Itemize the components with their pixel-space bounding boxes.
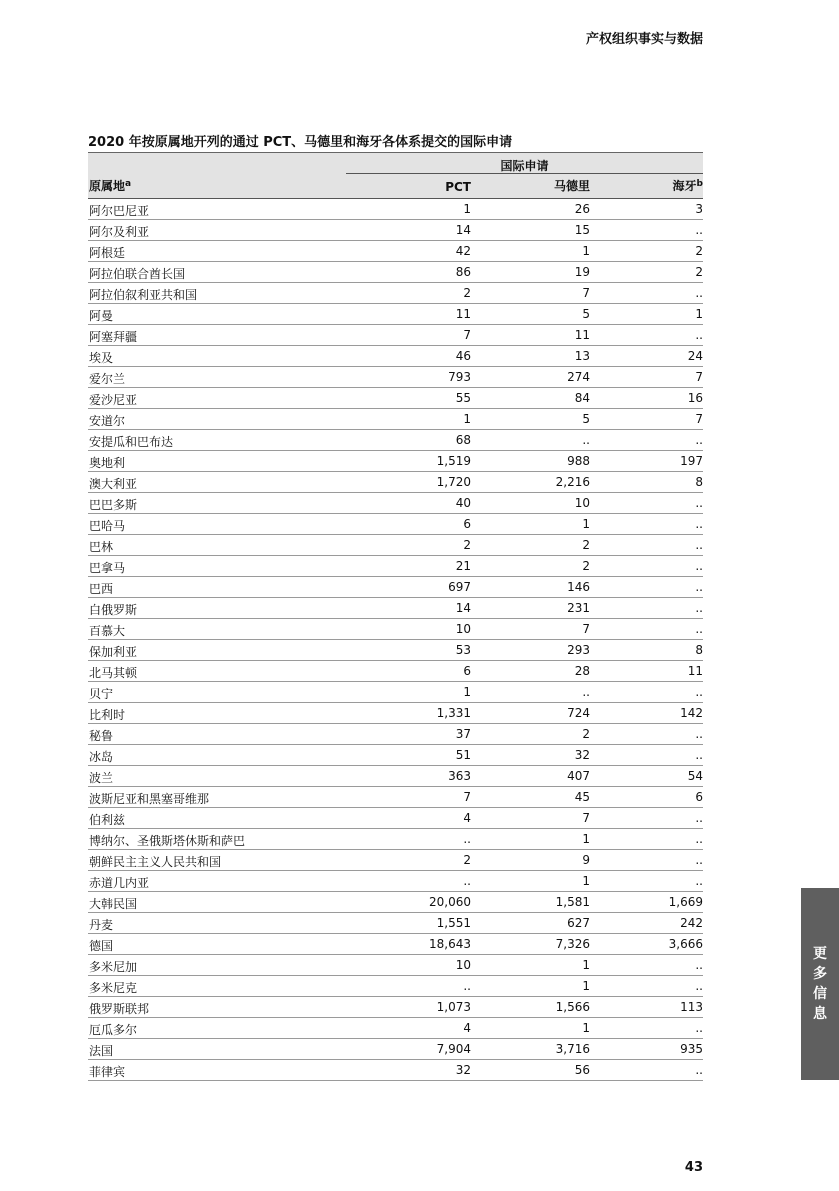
table-row (88, 871, 703, 892)
cell-hague: .. (695, 601, 703, 615)
cell-origin: 安道尔 (89, 414, 126, 428)
cell-pct: 1,331 (436, 706, 471, 720)
cell-origin: 安提瓜和巴布达 (89, 435, 174, 449)
table-row (88, 346, 703, 367)
cell-pct: 7,904 (436, 1042, 471, 1056)
cell-hague: .. (695, 979, 703, 993)
table-row (88, 556, 703, 577)
cell-madrid: 2 (582, 727, 590, 741)
cell-madrid: 1 (582, 832, 590, 846)
table-row (88, 829, 703, 850)
table-row (88, 808, 703, 829)
table-row (88, 514, 703, 535)
cell-origin: 巴林 (89, 540, 114, 554)
cell-origin: 德国 (89, 939, 114, 953)
cell-hague: .. (695, 832, 703, 846)
cell-hague: 24 (687, 349, 703, 363)
cell-madrid: 274 (567, 370, 590, 384)
cell-pct: .. (463, 874, 471, 888)
table-row (88, 1060, 703, 1081)
cell-hague: .. (695, 223, 703, 237)
cell-madrid: 231 (567, 601, 590, 615)
cell-pct: 2 (463, 538, 471, 552)
cell-hague: 1 (695, 307, 703, 321)
cell-madrid: 7 (582, 286, 590, 300)
table-title: 2020 年按原属地开列的通过 PCT、马德里和海牙各体系提交的国际申请 (88, 135, 513, 150)
cell-hague: .. (695, 433, 703, 447)
cell-pct: 363 (448, 769, 471, 783)
cell-pct: .. (463, 979, 471, 993)
cell-origin: 比利时 (89, 708, 126, 722)
cell-origin: 巴拿马 (89, 561, 126, 575)
cell-origin: 阿拉伯联合酋长国 (89, 267, 186, 281)
cell-madrid: 45 (574, 790, 590, 804)
cell-hague: .. (695, 958, 703, 972)
cell-origin: 多米尼加 (89, 960, 138, 974)
table-row (88, 997, 703, 1018)
cell-pct: 32 (455, 1063, 471, 1077)
cell-origin: 澳大利亚 (89, 477, 138, 491)
cell-origin: 爱尔兰 (89, 372, 126, 386)
table-row (88, 766, 703, 787)
cell-pct: 18,643 (429, 937, 471, 951)
table-row (88, 724, 703, 745)
cell-pct: 10 (455, 958, 471, 972)
cell-pct: 4 (463, 1021, 471, 1035)
cell-origin: 阿拉伯叙利亚共和国 (89, 288, 198, 302)
cell-hague: 7 (695, 370, 703, 384)
cell-origin: 白俄罗斯 (89, 603, 138, 617)
cell-hague: 3 (695, 202, 703, 216)
cell-madrid: 407 (567, 769, 590, 783)
cell-origin: 贝宁 (89, 687, 114, 701)
cell-hague: .. (695, 622, 703, 636)
table-row (88, 976, 703, 997)
cell-origin: 巴巴多斯 (89, 498, 138, 512)
table-row (88, 682, 703, 703)
cell-pct: 51 (455, 748, 471, 762)
cell-origin: 丹麦 (89, 918, 114, 932)
cell-pct: 1 (463, 412, 471, 426)
cell-madrid: 1 (582, 244, 590, 258)
cell-madrid: 627 (567, 916, 590, 930)
cell-madrid: 32 (574, 748, 590, 762)
cell-pct: 20,060 (429, 895, 471, 909)
cell-madrid: 2 (582, 559, 590, 573)
cell-origin: 阿曼 (89, 309, 114, 323)
cell-pct: 4 (463, 811, 471, 825)
cell-madrid: 1 (582, 874, 590, 888)
cell-pct: 6 (463, 517, 471, 531)
cell-origin: 埃及 (89, 351, 114, 365)
table-row (88, 934, 703, 955)
table-row (88, 535, 703, 556)
cell-madrid: 146 (567, 580, 590, 594)
cell-origin: 秘鲁 (89, 729, 114, 743)
table-row (88, 787, 703, 808)
cell-origin: 俄罗斯联邦 (89, 1002, 150, 1016)
table-row (88, 262, 703, 283)
running-head: 产权组织事实与数据 (585, 32, 703, 47)
cell-origin: 博纳尔、圣俄斯塔休斯和萨巴 (89, 834, 246, 848)
cell-pct: 10 (455, 622, 471, 636)
cell-hague: 935 (680, 1042, 703, 1056)
cell-pct: 1 (463, 202, 471, 216)
cell-pct: 6 (463, 664, 471, 678)
cell-madrid: 293 (567, 643, 590, 657)
cell-hague: .. (695, 853, 703, 867)
cell-pct: 7 (463, 328, 471, 342)
cell-hague: .. (695, 517, 703, 531)
table-row (88, 619, 703, 640)
cell-pct: 14 (455, 601, 471, 615)
column-header-hague: 海牙$^b$ (672, 179, 703, 193)
cell-madrid: 2,216 (555, 475, 590, 489)
table-row (88, 451, 703, 472)
cell-origin: 冰岛 (89, 750, 114, 764)
cell-madrid: 7 (582, 622, 590, 636)
column-header-pct: PCT (445, 180, 471, 194)
table-row (88, 1039, 703, 1060)
cell-hague: .. (695, 1063, 703, 1077)
cell-madrid: 1,581 (555, 895, 590, 909)
cell-pct: 1 (463, 685, 471, 699)
cell-madrid: 84 (574, 391, 590, 405)
table-row (88, 1018, 703, 1039)
cell-pct: 7 (463, 790, 471, 804)
cell-hague: 142 (680, 706, 703, 720)
table-row (88, 304, 703, 325)
cell-pct: 46 (455, 349, 471, 363)
cell-hague: 11 (687, 664, 703, 678)
cell-pct: 793 (448, 370, 471, 384)
footnote-marker-b: b (696, 179, 703, 189)
cell-pct: 55 (455, 391, 471, 405)
cell-hague: 8 (695, 643, 703, 657)
cell-madrid: 988 (567, 454, 590, 468)
cell-origin: 阿尔巴尼亚 (89, 204, 150, 218)
cell-origin: 波斯尼亚和黑塞哥维那 (89, 792, 210, 806)
footnote-marker-a: a (125, 179, 132, 189)
more-info-tab-label: 更多信息 (813, 946, 827, 1022)
cell-pct: 53 (455, 643, 471, 657)
cell-origin: 伯利兹 (89, 813, 126, 827)
table-row (88, 388, 703, 409)
cell-madrid: 56 (574, 1063, 590, 1077)
cell-madrid: 2 (582, 538, 590, 552)
cell-origin: 阿根廷 (89, 246, 126, 260)
cell-hague: .. (695, 874, 703, 888)
cell-pct: 1,073 (436, 1000, 471, 1014)
cell-origin: 百慕大 (89, 624, 126, 638)
cell-origin: 巴西 (89, 582, 114, 596)
cell-hague: .. (695, 538, 703, 552)
cell-origin: 大韩民国 (89, 897, 138, 911)
cell-origin: 奥地利 (89, 456, 126, 470)
group-header-rule (346, 173, 703, 174)
cell-hague: .. (695, 685, 703, 699)
cell-madrid: 11 (574, 328, 590, 342)
table-header (88, 152, 703, 199)
cell-origin: 保加利亚 (89, 645, 138, 659)
table-row (88, 409, 703, 430)
cell-pct: 86 (455, 265, 471, 279)
cell-hague: 242 (680, 916, 703, 930)
cell-hague: 3,666 (668, 937, 703, 951)
cell-pct: 697 (448, 580, 471, 594)
table-row (88, 913, 703, 934)
column-header-madrid: 马德里 (553, 179, 590, 193)
table-row (88, 283, 703, 304)
cell-pct: 68 (455, 433, 471, 447)
cell-madrid: 28 (574, 664, 590, 678)
table-row (88, 955, 703, 976)
cell-madrid: 5 (582, 412, 590, 426)
table-row (88, 220, 703, 241)
cell-pct: 40 (455, 496, 471, 510)
cell-hague: 197 (680, 454, 703, 468)
table-row (88, 241, 703, 262)
cell-hague: .. (695, 727, 703, 741)
table-row (88, 745, 703, 766)
table-row (88, 199, 703, 220)
cell-pct: 11 (455, 307, 471, 321)
cell-pct: 1,551 (436, 916, 471, 930)
cell-hague: .. (695, 286, 703, 300)
cell-origin: 阿尔及利亚 (89, 225, 150, 239)
table-row (88, 598, 703, 619)
cell-origin: 巴哈马 (89, 519, 126, 533)
cell-hague: .. (695, 811, 703, 825)
cell-hague: .. (695, 580, 703, 594)
cell-hague: 16 (687, 391, 703, 405)
cell-pct: 21 (455, 559, 471, 573)
cell-madrid: 1 (582, 1021, 590, 1035)
cell-origin: 法国 (89, 1044, 114, 1058)
cell-origin: 阿塞拜疆 (89, 330, 138, 344)
cell-hague: 2 (695, 244, 703, 258)
table-body (88, 199, 703, 1081)
more-info-tab[interactable] (801, 888, 839, 1080)
cell-hague: 8 (695, 475, 703, 489)
cell-origin: 北马其顿 (89, 666, 138, 680)
cell-madrid: 3,716 (555, 1042, 590, 1056)
table-row (88, 325, 703, 346)
cell-hague: 1,669 (668, 895, 703, 909)
cell-origin: 赤道几内亚 (89, 876, 150, 890)
table-row (88, 850, 703, 871)
cell-madrid: 724 (567, 706, 590, 720)
cell-hague: 7 (695, 412, 703, 426)
cell-madrid: 7,326 (555, 937, 590, 951)
cell-madrid: .. (582, 685, 590, 699)
cell-madrid: 19 (574, 265, 590, 279)
cell-origin: 菲律宾 (89, 1065, 126, 1079)
cell-madrid: 1,566 (555, 1000, 590, 1014)
cell-hague: .. (695, 496, 703, 510)
cell-madrid: 1 (582, 517, 590, 531)
cell-hague: 113 (680, 1000, 703, 1014)
cell-hague: 6 (695, 790, 703, 804)
cell-pct: 14 (455, 223, 471, 237)
cell-madrid: 1 (582, 979, 590, 993)
cell-madrid: 15 (574, 223, 590, 237)
table-row (88, 640, 703, 661)
cell-hague: .. (695, 559, 703, 573)
cell-origin: 波兰 (89, 771, 114, 785)
cell-hague: .. (695, 328, 703, 342)
table-row (88, 661, 703, 682)
cell-origin: 多米尼克 (89, 981, 138, 995)
table-row (88, 892, 703, 913)
cell-madrid: 13 (574, 349, 590, 363)
cell-hague: .. (695, 748, 703, 762)
cell-pct: 1,519 (436, 454, 471, 468)
table-row (88, 493, 703, 514)
cell-pct: 1,720 (436, 475, 471, 489)
cell-pct: .. (463, 832, 471, 846)
cell-hague: 2 (695, 265, 703, 279)
table-row (88, 367, 703, 388)
cell-madrid: 9 (582, 853, 590, 867)
cell-hague: 54 (687, 769, 703, 783)
cell-pct: 2 (463, 286, 471, 300)
cell-pct: 42 (455, 244, 471, 258)
table-row (88, 430, 703, 451)
cell-madrid: 1 (582, 958, 590, 972)
cell-pct: 37 (455, 727, 471, 741)
cell-madrid: 26 (574, 202, 590, 216)
cell-origin: 朝鲜民主主义人民共和国 (89, 855, 222, 869)
column-header-origin: 原属地$^a$ (89, 179, 132, 193)
cell-madrid: .. (582, 433, 590, 447)
cell-madrid: 7 (582, 811, 590, 825)
table-row (88, 472, 703, 493)
table-row (88, 703, 703, 724)
page-number: 43 (684, 1160, 703, 1175)
group-header-international-applications: 国际申请 (500, 159, 549, 173)
cell-pct: 2 (463, 853, 471, 867)
cell-origin: 爱沙尼亚 (89, 393, 138, 407)
cell-origin: 厄瓜多尔 (89, 1023, 138, 1037)
data-table (88, 152, 703, 1081)
cell-madrid: 10 (574, 496, 590, 510)
cell-madrid: 5 (582, 307, 590, 321)
table-row (88, 577, 703, 598)
cell-hague: .. (695, 1021, 703, 1035)
